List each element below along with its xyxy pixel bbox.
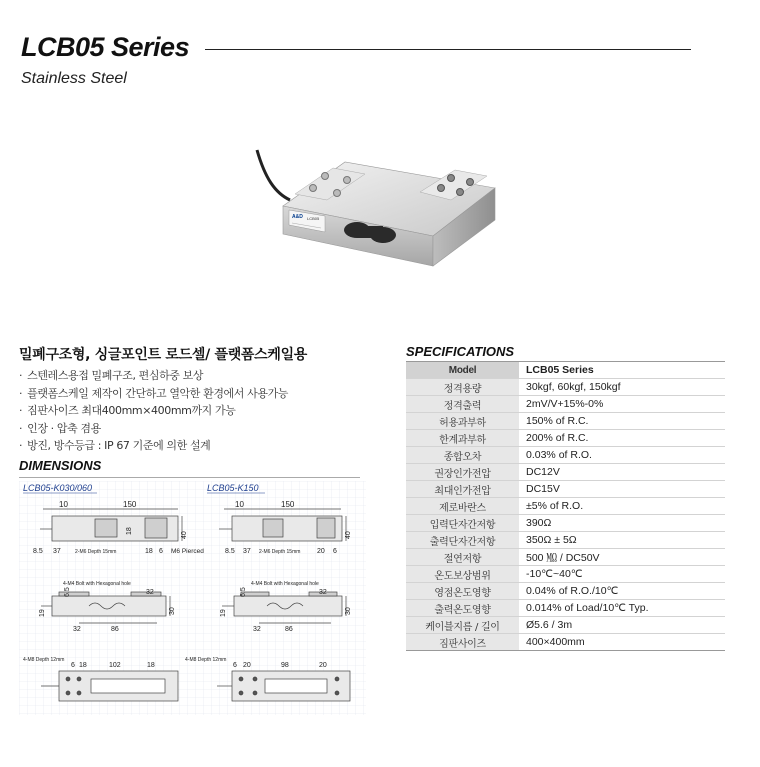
dim-left-bottom-6: 6	[71, 662, 75, 669]
spec-label: 출력온도영향	[406, 600, 519, 617]
spec-value: DC15V	[519, 481, 725, 498]
dim-left-top-150: 150	[123, 500, 137, 509]
dim-right-side-6-5: 6.5	[240, 587, 247, 597]
dim-left-side-32: 32	[146, 589, 154, 596]
feature-item: · 플랫폼스케일 제작이 간단하고 열악한 환경에서 사용가능	[19, 385, 288, 403]
table-row	[406, 600, 725, 617]
dim-right-top-20: 20	[317, 548, 325, 555]
dim-right-top-6: 6	[333, 548, 337, 555]
spec-label: 제로바란스	[406, 498, 519, 515]
spec-value: 200% of R.C.	[519, 430, 725, 447]
spec-label: 권장인가전압	[406, 464, 519, 481]
right-bottom-view	[217, 671, 350, 701]
spec-value: 150% of R.C.	[519, 413, 725, 430]
dim-left-top-18: 18	[126, 527, 133, 535]
spec-label: 한계과부하	[406, 430, 519, 447]
spec-label: 허용과부하	[406, 413, 519, 430]
spec-label: 최대인가전압	[406, 481, 519, 498]
drawing-title-k150: LCB05-K150	[207, 483, 259, 493]
specifications-heading: SPECIFICATIONS	[406, 344, 515, 359]
table-row	[406, 515, 725, 532]
spec-value: 400×400mm	[519, 634, 725, 651]
dim-right-side-32: 32	[319, 589, 327, 596]
spec-label: 정격용량	[406, 379, 519, 396]
feature-item: · 스텐레스용접 밀폐구조, 편심하중 보상	[19, 367, 288, 385]
spec-value: DC12V	[519, 464, 725, 481]
table-row	[406, 464, 725, 481]
dimensions-divider	[19, 477, 360, 478]
spec-value: ±5% of R.O.	[519, 498, 725, 515]
dim-right-side-19: 19	[220, 609, 227, 617]
load-cell-product-image	[255, 148, 505, 278]
dim-left-top-10: 10	[59, 500, 68, 509]
dim-left-bottom-18: 18	[79, 662, 87, 669]
feature-item: · 짐판사이즈 최대400mm×400mm까지 가능	[19, 402, 288, 420]
spec-value: 500 ㏁ / DC50V	[519, 549, 725, 566]
dim-left-top-pierced: M6 Pierced	[171, 548, 204, 555]
spec-header-value: LCB05 Series	[519, 362, 725, 379]
table-header-row	[406, 362, 725, 379]
spec-label: 정격출력	[406, 396, 519, 413]
table-row	[406, 430, 725, 447]
dim-right-side-86: 86	[285, 626, 293, 633]
dim-left-bottom-18b: 18	[147, 662, 155, 669]
spec-value: 0.014% of Load/10℃ Typ.	[519, 600, 725, 617]
dim-right-side-32b: 32	[253, 626, 261, 633]
dim-left-top-depth: 2-M6 Depth 15mm	[75, 549, 117, 555]
product-brand-label: A&D	[292, 214, 303, 220]
spec-label: 출력단자간저항	[406, 532, 519, 549]
dim-right-top-8-5: 8.5	[225, 548, 235, 555]
dim-right-bottom-20b: 20	[319, 662, 327, 669]
dim-right-bottom-depth: 4-M8 Depth 12mm	[185, 657, 227, 663]
dim-left-bottom-depth: 4-M8 Depth 12mm	[23, 657, 65, 663]
spec-label: 종합오차	[406, 447, 519, 464]
drawing-title-k030-060: LCB05-K030/060	[23, 483, 93, 493]
table-row	[406, 583, 725, 600]
dim-right-side-bolt: 4-M4 Bolt with Hexagonal hole	[251, 581, 319, 587]
dim-left-top-18b: 18	[145, 548, 153, 555]
product-model-label: LCB05	[307, 216, 320, 221]
table-row	[406, 634, 725, 651]
dimension-drawings	[19, 481, 366, 715]
dim-right-bottom-6: 6	[233, 662, 237, 669]
table-row	[406, 413, 725, 430]
dim-left-top-37: 37	[53, 548, 61, 555]
dim-right-side-30: 30	[345, 607, 352, 615]
dim-left-side-30: 30	[169, 607, 176, 615]
dim-left-side-bolt: 4-M4 Bolt with Hexagonal hole	[63, 581, 131, 587]
spec-header-label: Model	[406, 362, 519, 379]
specifications-table	[406, 361, 725, 651]
spec-value: Ø5.6 / 3m	[519, 617, 725, 634]
dim-left-side-86: 86	[111, 626, 119, 633]
spec-value: 390Ω	[519, 515, 725, 532]
dim-left-bottom-102: 102	[109, 662, 121, 669]
spec-label: 영점온도영향	[406, 583, 519, 600]
title-divider	[205, 49, 691, 50]
dim-right-bottom-98: 98	[281, 662, 289, 669]
table-row	[406, 379, 725, 396]
table-row	[406, 481, 725, 498]
dim-left-side-19: 19	[39, 609, 46, 617]
table-row	[406, 549, 725, 566]
spec-label: 짐판사이즈	[406, 634, 519, 651]
dim-right-top-depth: 2-M6 Depth 15mm	[259, 549, 301, 555]
table-row	[406, 566, 725, 583]
spec-value: 0.03% of R.O.	[519, 447, 725, 464]
spec-label: 케이블지름 / 길이	[406, 617, 519, 634]
spec-label: 온도보상범위	[406, 566, 519, 583]
features-heading: 밀폐구조형, 싱글포인트 로드셀/ 플랫폼스케일용	[19, 347, 308, 363]
left-bottom-view	[41, 671, 178, 701]
table-row	[406, 396, 725, 413]
dim-left-side-32b: 32	[73, 626, 81, 633]
dim-right-top-37: 37	[243, 548, 251, 555]
dim-right-top-40: 40	[345, 531, 352, 539]
spec-value: 350Ω ± 5Ω	[519, 532, 725, 549]
dim-left-side-6-5: 6.5	[64, 587, 71, 597]
feature-item: · 인장 · 압축 겸용	[19, 420, 288, 438]
table-row	[406, 447, 725, 464]
dim-right-top-150: 150	[281, 500, 295, 509]
page-title: LCB05 Series	[21, 32, 190, 62]
table-row	[406, 532, 725, 549]
dim-left-top-8-5: 8.5	[33, 548, 43, 555]
dim-right-bottom-20: 20	[243, 662, 251, 669]
page-subtitle: Stainless Steel	[21, 70, 127, 87]
spec-label: 절연저항	[406, 549, 519, 566]
features-list	[19, 367, 288, 455]
feature-item: · 방진, 방수등급 : IP 67 기준에 의한 설계	[19, 437, 288, 455]
dim-right-top-10: 10	[235, 500, 244, 509]
spec-value: 0.04% of R.O./10℃	[519, 583, 725, 600]
spec-value: 2mV/V+15%-0%	[519, 396, 725, 413]
spec-value: 30kgf, 60kgf, 150kgf	[519, 379, 725, 396]
dimensions-heading: DIMENSIONS	[19, 458, 102, 473]
dim-left-top-40: 40	[181, 531, 188, 539]
spec-label: 입력단자간저항	[406, 515, 519, 532]
spec-value: -10℃~40℃	[519, 566, 725, 583]
dim-left-top-6: 6	[159, 548, 163, 555]
table-row	[406, 498, 725, 515]
table-row	[406, 617, 725, 634]
